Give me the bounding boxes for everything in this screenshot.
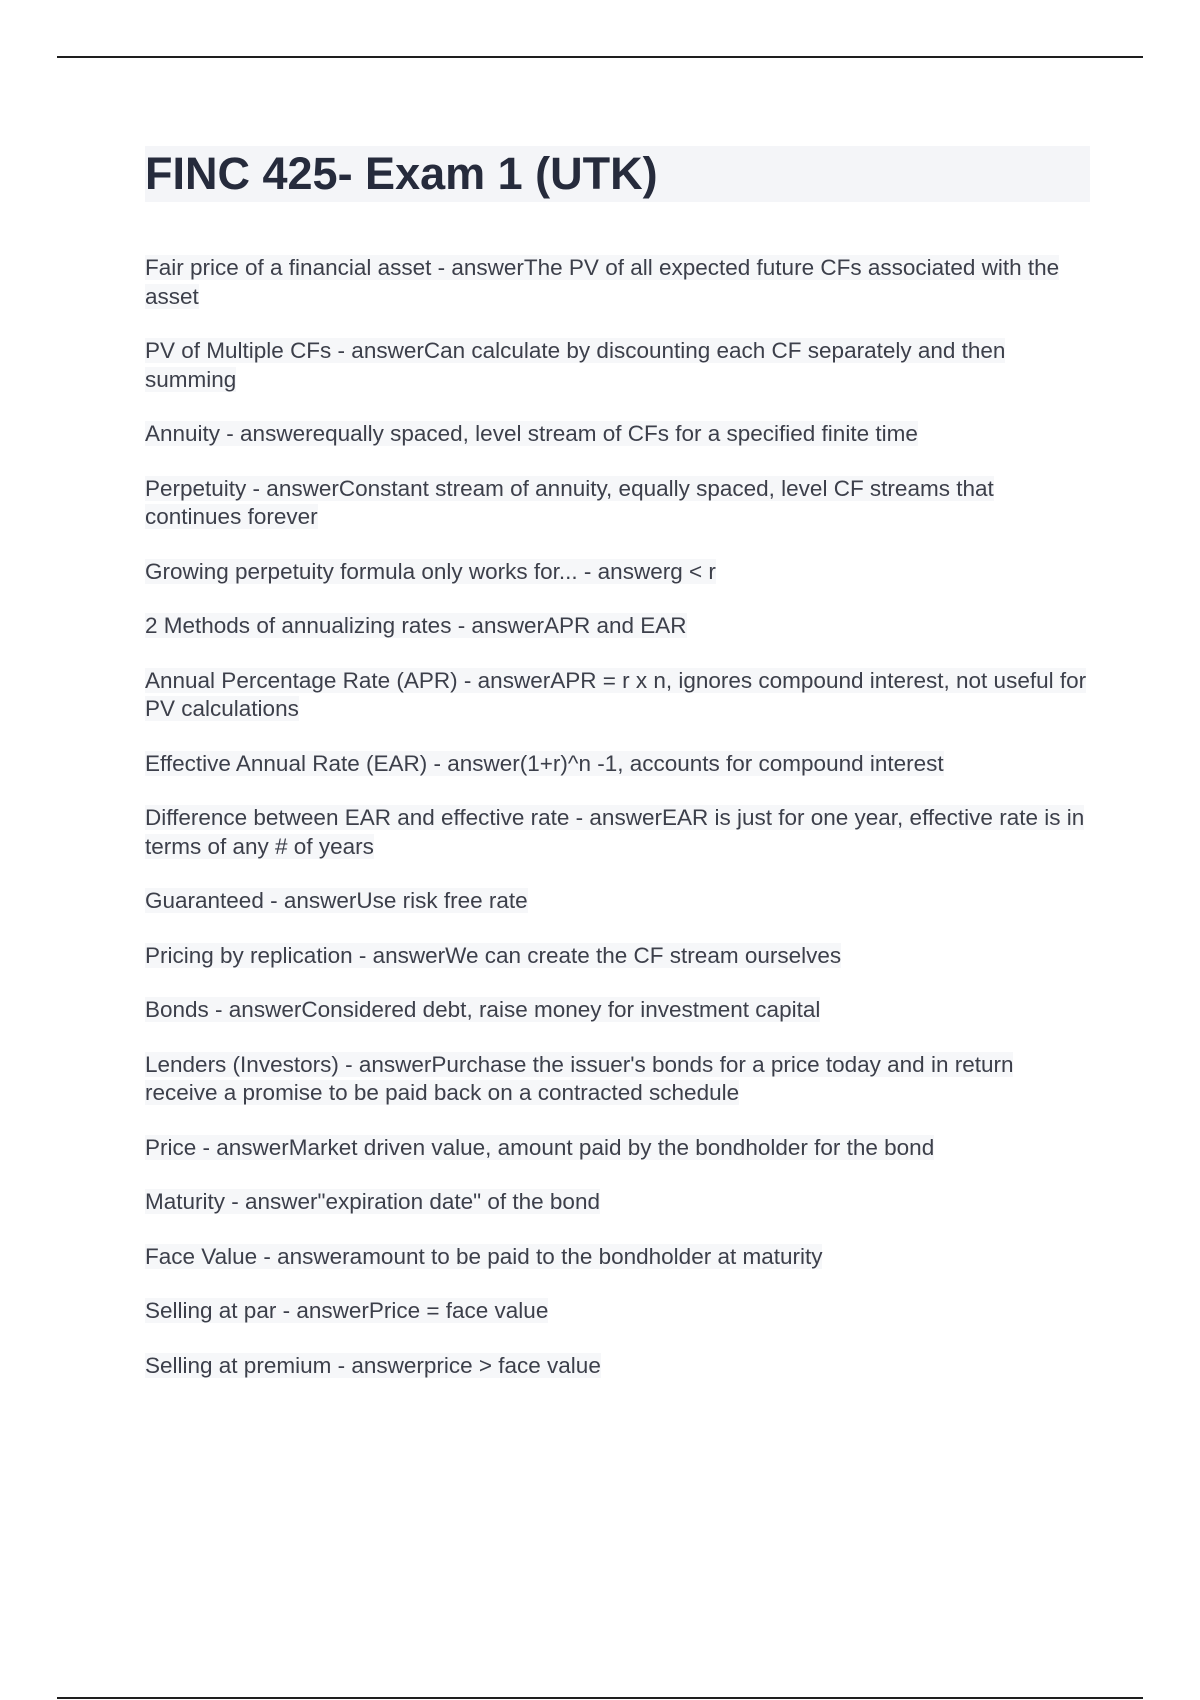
- qa-item: [145, 804, 1090, 861]
- qa-item-text: Price - answerMarket driven value, amount paid by the bondholder for the bond: [145, 1134, 935, 1160]
- qa-item-text: Growing perpetuity formula only works for... - answerg < r: [145, 558, 716, 584]
- qa-item: [145, 254, 1090, 311]
- qa-item-text: Bonds - answerConsidered debt, raise money for investment capital: [145, 997, 821, 1022]
- qa-item-text: Face Value - answeramount to be paid to the bondholder at maturity: [145, 1243, 823, 1269]
- qa-item-text: Annual Percentage Rate (APR) - answerAPR = r x n, ignores compound interest, not useful for PV calculations: [145, 667, 1087, 721]
- qa-item: [145, 1051, 1090, 1108]
- qa-item-text: Annuity - answerequally spaced, level stream of CFs for a specified finite time: [145, 421, 918, 446]
- bottom-rule: [57, 1697, 1143, 1699]
- qa-item-text: Lenders (Investors) - answerPurchase the issuer's bonds for a price today and in return receive a promise to be paid back on a contracted schedule: [145, 1051, 1014, 1105]
- qa-item: [145, 420, 1090, 449]
- qa-item: [145, 1188, 1090, 1217]
- qa-item-text: PV of Multiple CFs - answerCan calculate by discounting each CF separately and then summing: [145, 338, 1006, 392]
- qa-item-text: Effective Annual Rate (EAR) - answer(1+r)^n -1, accounts for compound interest: [145, 750, 944, 776]
- qa-item-text: Selling at premium - answerprice > face value: [145, 1352, 601, 1378]
- qa-item: [145, 750, 1090, 779]
- qa-list: [145, 254, 1090, 1380]
- qa-item-text: Pricing by replication - answerWe can create the CF stream ourselves: [145, 942, 842, 968]
- qa-item: [145, 1352, 1090, 1381]
- qa-item: [145, 667, 1090, 724]
- page-title: FINC 425- Exam 1 (UTK): [145, 146, 1090, 202]
- qa-item-text: 2 Methods of annualizing rates - answerAPR and EAR: [145, 613, 687, 638]
- qa-item-text: Maturity - answer"expiration date" of the bond: [145, 1189, 600, 1214]
- qa-item: [145, 1243, 1090, 1272]
- qa-item: [145, 612, 1090, 641]
- qa-item: [145, 996, 1090, 1025]
- qa-item: [145, 887, 1090, 916]
- qa-item: [145, 558, 1090, 587]
- qa-item-text: Difference between EAR and effective rate - answerEAR is just for one year, effective rate is in terms of any # of years: [145, 805, 1085, 859]
- qa-item: [145, 1297, 1090, 1326]
- qa-item: [145, 1134, 1090, 1163]
- document-body: [145, 146, 1090, 1406]
- qa-item-text: Fair price of a financial asset - answerThe PV of all expected future CFs associated with the asset: [145, 255, 1060, 309]
- qa-item-text: Selling at par - answerPrice = face value: [145, 1298, 549, 1323]
- qa-item: [145, 337, 1090, 394]
- qa-item-text: Guaranteed - answerUse risk free rate: [145, 888, 528, 913]
- qa-item: [145, 475, 1090, 532]
- qa-item: [145, 942, 1090, 971]
- qa-item-text: Perpetuity - answerConstant stream of annuity, equally spaced, level CF streams that continues forever: [145, 475, 994, 529]
- top-rule: [57, 56, 1143, 58]
